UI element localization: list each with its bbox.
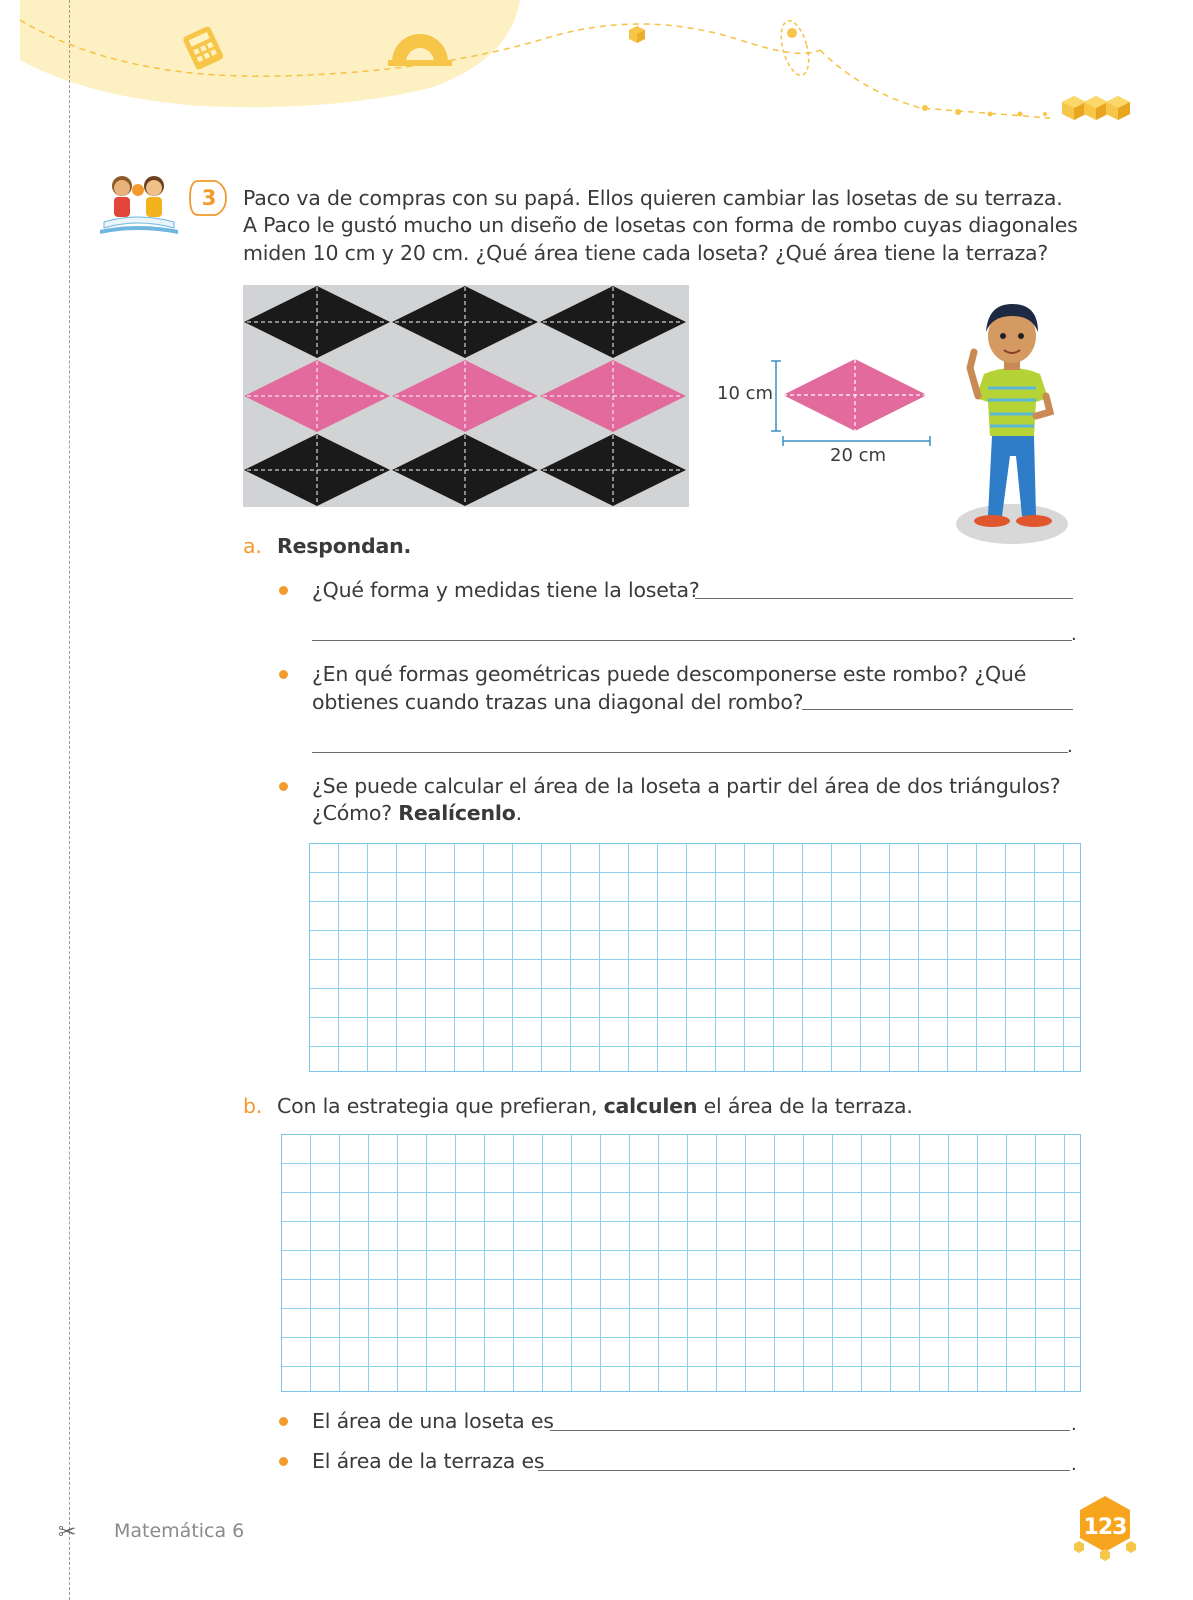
cut-line xyxy=(69,0,70,1600)
problem-statement-line3: miden 10 cm y 20 cm. ¿Qué área tiene cada loseta? ¿Qué área tiene la terraza? xyxy=(243,241,1049,265)
part-a-letter: a. xyxy=(243,534,262,558)
question-3-bold: Realícenlo xyxy=(398,801,516,825)
question-3-period: . xyxy=(515,801,522,825)
answer-line[interactable] xyxy=(695,598,1073,599)
question-2-line2: obtienes cuando trazas una diagonal del rombo? xyxy=(312,690,804,714)
question-2-line1: ¿En qué formas geométricas puede descomponerse este rombo? ¿Qué xyxy=(312,662,1027,686)
bullet xyxy=(279,782,288,791)
part-b-instruction xyxy=(277,1092,913,1120)
tile-pattern-figure xyxy=(243,285,689,507)
answer-line[interactable] xyxy=(550,1430,1070,1431)
rhombus-dimensions-figure xyxy=(770,355,940,447)
orbit-icon xyxy=(776,18,814,78)
short-diagonal-label: 10 cm xyxy=(717,383,774,404)
answer-line[interactable] xyxy=(312,640,1072,641)
answer-label-1: El área de una loseta es xyxy=(312,1409,554,1433)
line-period: . xyxy=(1071,1414,1077,1435)
problem-number: 3 xyxy=(201,186,217,210)
part-b-text-before: Con la estrategia que prefieran, xyxy=(277,1094,598,1118)
book-title: Matemática 6 xyxy=(114,1520,245,1542)
question-3-line1: ¿Se puede calcular el área de la loseta a partir del área de dos triángulos? xyxy=(312,774,1061,798)
cubes-icon xyxy=(1062,96,1130,120)
bullet xyxy=(279,1417,288,1426)
answer-line[interactable] xyxy=(312,752,1068,753)
work-grid-b[interactable] xyxy=(281,1134,1081,1392)
answer-line[interactable] xyxy=(538,1470,1070,1471)
bullet xyxy=(279,586,288,595)
cube-icon xyxy=(629,26,645,43)
part-b-text-after: el área de la terraza. xyxy=(703,1094,913,1118)
part-b-text-bold: calculen xyxy=(603,1094,698,1118)
part-a-instruction: Respondan. xyxy=(277,534,412,558)
answer-line[interactable] xyxy=(802,709,1073,710)
problem-statement-line1: Paco va de compras con su papá. Ellos quieren cambiar las losetas de su terraza. xyxy=(243,186,1063,210)
question-3-line2 xyxy=(312,799,522,827)
line-period: . xyxy=(1071,1454,1077,1475)
bullet xyxy=(279,670,288,679)
question-1: ¿Qué forma y medidas tiene la loseta? xyxy=(312,578,700,602)
problem-statement-line2: A Paco le gustó mucho un diseño de losetas con forma de rombo cuyas diagonales xyxy=(243,213,1078,237)
pair-work-icon xyxy=(98,172,180,236)
part-b-letter: b. xyxy=(243,1094,263,1118)
scissors-icon: ✂ xyxy=(58,1520,77,1545)
header-decoration xyxy=(0,0,1193,140)
question-3-plain: ¿Cómo? xyxy=(312,801,392,825)
line-period: . xyxy=(1071,624,1077,645)
bullet xyxy=(279,1457,288,1466)
page-number: 123 xyxy=(1083,1515,1127,1540)
boy-illustration xyxy=(952,296,1072,552)
long-diagonal-label: 20 cm xyxy=(830,445,887,466)
answer-label-2: El área de la terraza es xyxy=(312,1449,545,1473)
line-period: . xyxy=(1067,736,1073,757)
work-grid-a[interactable] xyxy=(309,843,1081,1072)
